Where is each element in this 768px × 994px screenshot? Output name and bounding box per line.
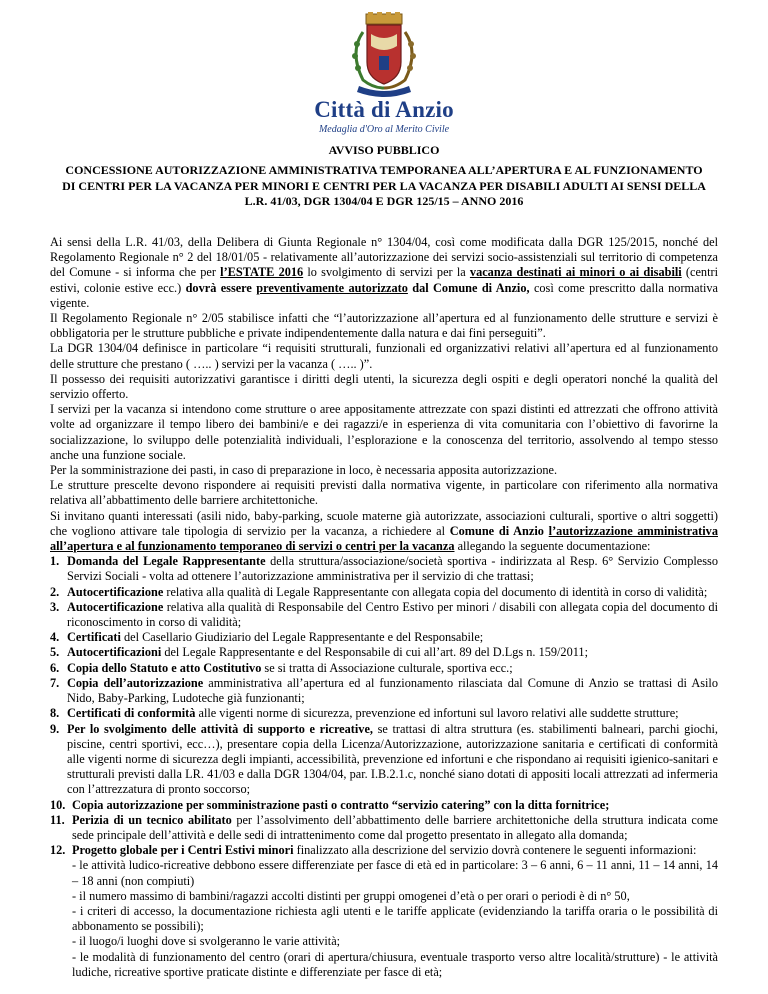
text-run: Si invitano quanti interessati (asili nido, baby-parking, scuole materne già autorizzate, associazioni culturali, sportive o altri soggetti) che vogliono attivare tale tipologia di servizio per la vacanza, a richiedere al — [50, 508, 718, 538]
list-item: Copia dell’autorizzazione amministrativa all’apertura ed al funzionamento rilasciata dal Comune di Anzio se trattasi di Asilo Nido, Baby-Parking, Ludoteche già funzionanti; — [67, 675, 718, 706]
paragraph: I servizi per la vacanza si intendono come strutture o aree appositamente attrezzate con spazi distinti ed attrezzati che offrono attività volte ad organizzare il tempo libero dei bambini/e e dei ragazzi/e in esperienza di vita comunitaria con l’obiettivo di favorirne la socializzazione, lo sviluppo delle potenzialità individuali, l’esplorazione e la conoscenza del territorio, assolvendo al tempo stesso anche una funzione sociale. — [50, 402, 718, 462]
text-run: l’ESTATE 2016 — [220, 265, 304, 280]
list-item: Copia dello Statuto e atto Costitutivo se si tratta di Associazione culturale, sportiva ecc.; — [67, 660, 513, 675]
list-item: Domanda del Legale Rappresentante della struttura/associazione/società sportiva - indirizzata al Resp. 6° Servizio Complesso Servizi Sociali - volta ad ottenere l’autorizzazione amministrativa per il servizio di che trattasi; — [67, 554, 718, 584]
text-run: Comune di Anzio, — [433, 280, 530, 295]
text-run: l’autorizzazione amministrativa all’apertura e al funzionamento temporaneo di servizi o centri per la vacanza — [50, 523, 718, 554]
text-run: vacanza destinati ai minori o ai disabili — [469, 265, 682, 280]
list-item: Autocertificazione relativa alla qualità di Legale Rappresentante con allegata copia del documento di identità in corso di validità; — [67, 584, 708, 599]
intro-paragraph — [50, 235, 718, 311]
document-body — [50, 235, 718, 980]
request-paragraph — [50, 509, 718, 555]
project-item: - i criteri di accesso, la documentazione richiesta agli utenti e le tariffe applicate (evidenziando la tariffa oraria o le possibilità di abbonamento se possibili); — [72, 903, 718, 934]
list-item: Per lo svolgimento delle attività di supporto e ricreative, se trattasi di altra struttura (es. stabilimenti balneari, parchi giochi, piscine, centri sportivi, ecc…), presentare copia della Licenza/Autorizzazione, autorizzazione sanitaria e certificati di conformità alle vigenti norme di sicurezza degli impianti, accessibilità, prevenzione ed infortuni e che rispondano ai requisiti igienico-sanitari e strutturali previsti dalla LR. 41/03 e dalla DGR 1304/04, par. I.B.2.1.c, nonché siano dotati di appositi locali attrezzati ad infermeria con l’attrezzatura di pronto soccorso; — [67, 721, 718, 797]
paragraph: Il Regolamento Regionale n° 2/05 stabilisce infatti che “l’autorizzazione all’apertura ed al funzionamento delle strutture e servizi è obbligatoria per le strutture pubbliche e private indipendentemente dalla natura e dai fini perseguiti”. — [50, 311, 718, 341]
town-crest-icon — [329, 12, 439, 98]
text-run: Ai sensi della L.R. 41/03, della Delibera di Giunta Regionale n° 1304/04, così come modificata dalla DGR 125/2015, nonché del Regolamento Regionale n° 2 del 18/01/05 - relativamente all’autorizzazione dei servizi socio-assistenziali sul territorio di competenza del Comune - si informa che per — [50, 235, 718, 280]
list-item: Certificati di conformità alle vigenti norme di sicurezza, prevenzione ed infortuni sul lavoro relativi alle suddette strutture; — [67, 706, 679, 721]
documents-list — [50, 554, 718, 980]
project-item: - le modalità di funzionamento del centro (orari di apertura/chiusura, eventuale trasporto verso altre località/strutture) - le attività ludiche, ricreative sportive praticate distinte e differenziate per fasce di età; — [72, 949, 718, 979]
text-run: allegando la seguente documentazione: — [457, 539, 651, 554]
text-run: Comune di Anzio — [449, 523, 544, 538]
text-run: preventivamente autorizzato — [256, 280, 408, 295]
list-item: Perizia di un tecnico abilitato per l’assolvimento dell’abbattimento delle barriere architettoniche della struttura indicata come sede principale dell’attività e delle sedi di intrattenimento come dal progetto presentato in allegato alla domanda; — [72, 812, 718, 842]
text-run: dal — [407, 280, 434, 295]
text-run: così come prescritto dalla normativa vigente. — [50, 280, 719, 310]
town-name: Città di Anzio — [314, 97, 454, 122]
notice-label: AVVISO PUBBLICO — [328, 143, 440, 157]
text-run: dovrà essere — [185, 280, 257, 295]
paragraph: Le strutture prescelte devono rispondere ai requisiti previsti dalla normativa vigente, in particolare con riferimento alla normativa relativa all’abbattimento delle barriere architettoniche. — [50, 478, 718, 508]
paragraph: La DGR 1304/04 definisce in particolare “i requisiti strutturali, funzionali ed organizzativi relativi all’apertura ed al funzionamento delle strutture che prestano ( ….. ) servizi per la vacanza ( ….. )”. — [50, 341, 718, 371]
list-item: Copia autorizzazione per somministrazione pasti o contratto “servizio catering” con la ditta fornitrice; — [72, 797, 610, 812]
text-run: (centri estivi, colonie estive ecc.) — [50, 265, 718, 295]
project-item: - le attività ludico-ricreative debbono essere differenziate per fasce di età ed in particolare: 3 – 6 anni, 6 – 11 anni, 11 – 14 anni, 14 – 18 anni (non compiuti) — [72, 858, 718, 888]
paragraph: Per la somministrazione dei pasti, in caso di preparazione in loco, è necessaria apposita autorizzazione. — [50, 463, 558, 478]
paragraph: Il possesso dei requisiti autorizzativi garantisce i diritti degli utenti, la sicurezza degli ospiti e degli operatori nonché la qualità del servizio offerto. — [50, 371, 718, 402]
project-item: - il luogo/i luoghi dove si svolgeranno le varie attività; — [72, 934, 341, 949]
list-item: Autocertificazioni del Legale Rappresentante e del Responsabile di cui all’art. 89 del D.Lgs n. 159/2011; — [67, 645, 588, 660]
medal-subtitle: Medaglia d'Oro al Merito Civile — [318, 124, 450, 135]
list-item: Certificati del Casellario Giudiziario del Legale Rappresentante e del Responsabile; — [67, 630, 484, 645]
list-item: Autocertificazione relativa alla qualità di Responsabile del Centro Estivo per minori / disabili con allegata copia del documento di riconoscimento in corso di validità; — [67, 599, 718, 630]
text-run: lo svolgimento di servizi per la — [303, 265, 470, 280]
list-item: Progetto globale per i Centri Estivi minori finalizzato alla descrizione del servizio dovrà contenere le seguenti informazioni: - le attività ludico-ricreative debbono essere differenziate per fasce di età ed in particolare: 3 – 6 anni, 6 – 11 anni, 11 – 14 anni, 14 – 18 anni (non compiuti) - il numero massimo di bambini/ragazzi accolti distinti per gruppi omogenei d’età o per orari o periodi è di n° 50, - i criteri di accesso, la documentazione richiesta agli utenti e le tariffe applicate (evidenziando la tariffa oraria o le possibilità di abbonamento se possibili); - il luogo/i luoghi dove si svolgeranno le varie attività; - le modalità di funzionamento del centro (orari di apertura/chiusura, eventuale trasporto verso altre località/strutture) - le attività ludiche, ricreative sportive praticate distinte e differenziate per fasce di età; — [72, 843, 718, 979]
project-item: - il numero massimo di bambini/ragazzi accolti distinti per gruppi omogenei d’età o per orari o periodi è di n° 50, — [72, 888, 630, 903]
document-title: CONCESSIONE AUTORIZZAZIONE AMMINISTRATIVA TEMPORANEA ALL’APERTURA E AL FUNZIONAMENTO DI CENTRI PER LA VACANZA PER MINORI E CENTRI PER LA VACANZA PER DISABILI ADULTI AI SENSI DELLA L.R. 41/03, DGR 1304/04 E DGR 125/15 – ANNO 2016 — [62, 163, 706, 208]
